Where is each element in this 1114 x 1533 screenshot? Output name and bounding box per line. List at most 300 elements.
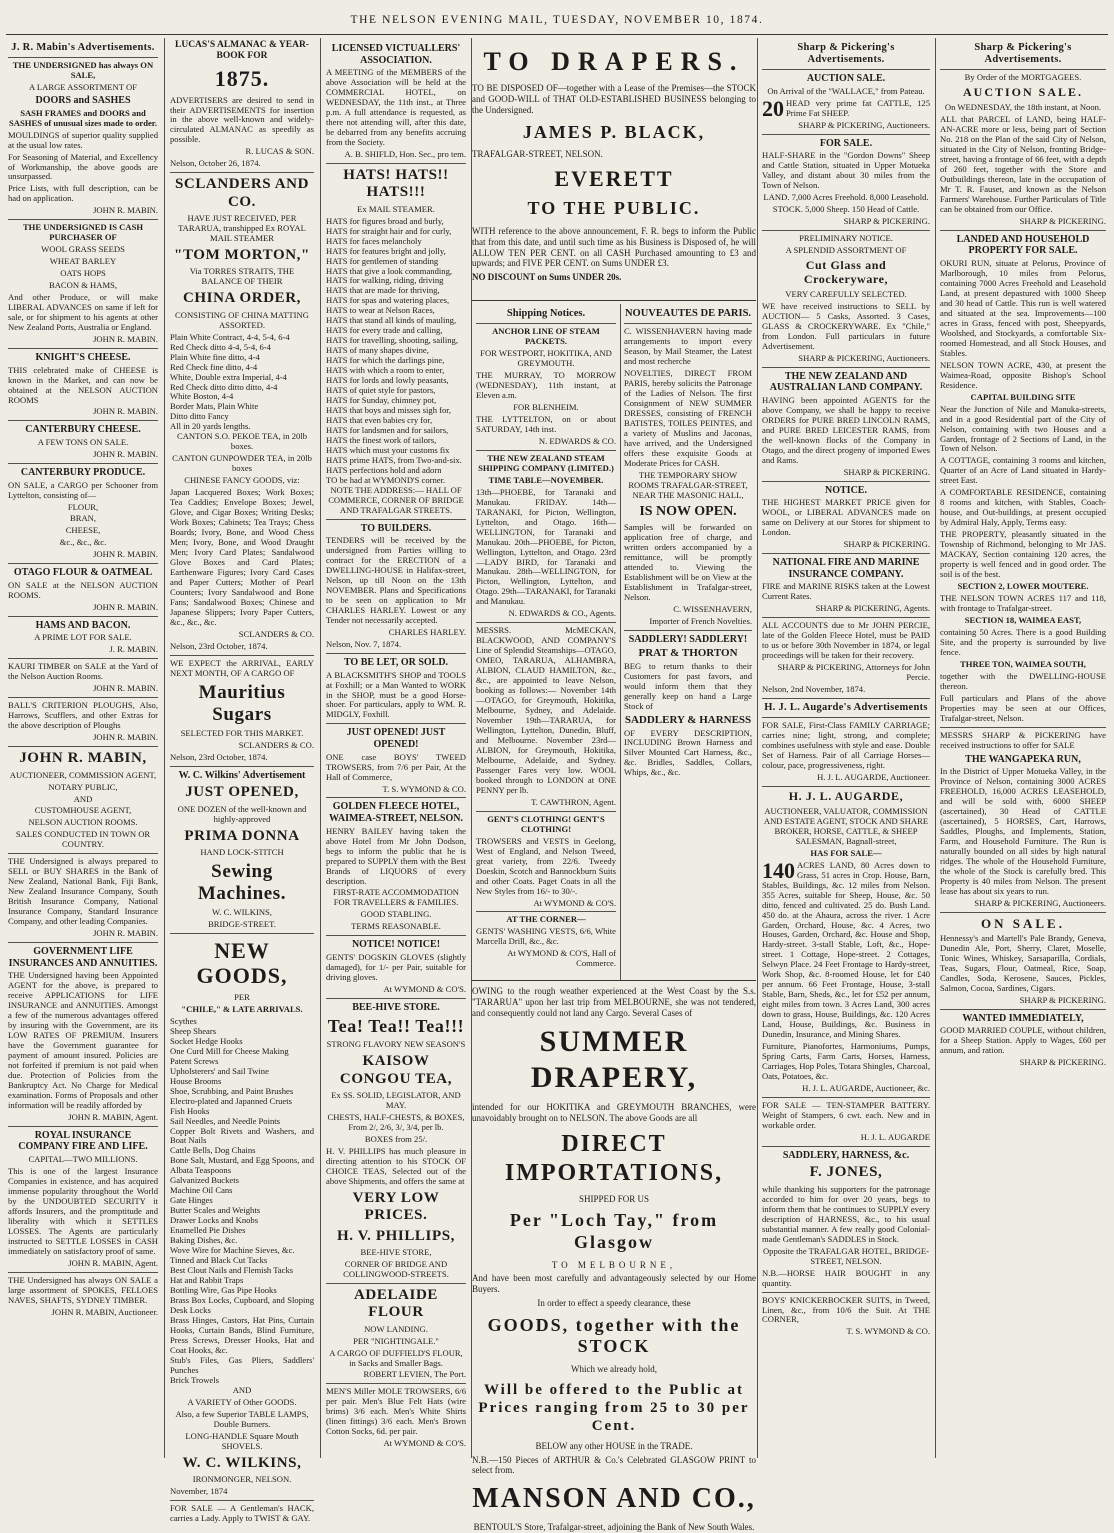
ad-line: NELSON AUCTION ROOMS. [28, 817, 138, 828]
divider [326, 723, 466, 724]
divider [762, 1097, 930, 1098]
list-item: Enamelled Pie Dishes [170, 1225, 246, 1236]
list-item: Plain White Contract, 4-4, 5-4, 6-4 [170, 331, 290, 342]
divider [762, 481, 930, 482]
ad-subtitle: HAND LOCK-STITCH [200, 846, 284, 857]
ad-text: A FEW TONS ON SALE. [37, 437, 129, 448]
ad-line: Ex SS. SOLID, LEGISLATOR, AND MAY. [331, 1090, 461, 1110]
ad-line: AND [232, 1384, 252, 1395]
list-item: HATS prime HATS, from Two-and-six. [326, 454, 462, 465]
list-item: TO be had at WYMOND'S corner. [326, 474, 446, 485]
item-list [326, 217, 466, 486]
list-item: Stub's Files, Gas Pliers, Saddlers' Punches [170, 1354, 314, 1375]
ad-text: H. V. PHILLIPS has much pleasure in directing attention to his STOCK OF CHOICE TEAS, Selected out of the above Shipments, and offers the same at [326, 1145, 466, 1186]
ad-text: TROWSERS and VESTS in Geelong, West of England, and Nelson Tweed, great variety, from 22/6. Tweedy Doeskin, Scotch and Bannockburn Suits and other Coats. Paget Coats in all the New Styles from 16/- to 30/-. [476, 835, 616, 896]
list-item: HATS for lords and lowly peasants, [326, 375, 449, 386]
list-item: Sail Needles, and Needle Points [170, 1115, 281, 1126]
ad-signature: SHARP & PICKERING. [1019, 1057, 1106, 1068]
ad-text: HALF-SHARE in the "Gordon Downs" Sheep and Cattle Station, situated in Upper Motueka Valley, and distant about 30 miles from the Town of Nelson. [762, 150, 930, 191]
ad-street: TRAFALGAR-STREET, NELSON. [472, 149, 603, 160]
ad-text: FOR SALE — A Gentleman's HACK, carries a Lady. Apply to TWIST & GAY. [170, 1502, 314, 1523]
ad-text: ALL that PARCEL of LAND, being HALF-AN-ACRE more or less, being part of Section No. 218 on the Plan of the said City of Nelson, situated in the City of Nelson, fronting Bridge-street, having a frontage of 66 feet, with a depth of 260 feet, together with the Store and Outbuildings thereon, late in the occupation of Mr T. R. Fauset, and known as the Nelson Farmers' Warehouse. Further Particulars of Title can be obtained from our Office. [940, 114, 1106, 214]
divider [940, 230, 1106, 231]
ad-text: GOOD MARRIED COUPLE, without children, for a Sheep Station. Apply to Wages, £60 per annum, and ration. [940, 1025, 1106, 1056]
ad-headline: IS NOW OPEN. [639, 503, 737, 519]
divider [326, 797, 466, 798]
ad-subtitle: Ex MAIL STEAMER. [357, 203, 435, 214]
divider [762, 698, 930, 699]
column-rule [320, 38, 321, 1458]
ad-line: AUCTIONEER, COMMISSION AGENT, [9, 769, 157, 780]
item-list [170, 333, 314, 433]
ad-headline: HATS! HATS!! HATS!!! [343, 166, 449, 201]
ad-date: Nelson, 23rd October, 1874. [170, 640, 268, 651]
ad-line: CUSTOMHOUSE AGENT, [34, 805, 132, 816]
divider [8, 463, 158, 464]
divider [762, 69, 930, 70]
list-item: HATS which must your customs fix [326, 444, 450, 455]
ad-date: Nelson, October 26, 1874. [170, 158, 261, 169]
ad-text: OKURI RUN, situate at Pelorus, Province of Marlborough, 10 miles from Pelorus, containing 7000 Acres Freehold and Leasehold Land, at present depastured with 1000 Sheep and 30 head of Cattle. This run is well watered and situated at the sea. Improvements—100 acres in Grass, fenced with post, Sheepyards, Woolshed, and Stockyards, a comfortable Six-roomed Homestead, and all Stock Houses, and Stables. [940, 258, 1106, 358]
ad-text: MEN'S Miller MOLE TROWSERS, 6/6 per pair. Men's Blue Felt Hats (wire brims) 3/6 each. Men's White Shirts (linen fittings) 3/6 each. Men's Brown Cotton Socks, 6d. per pair. [326, 1386, 466, 1437]
ad-line: LONG-HANDLE Square Mouth SHOVELS. [185, 1430, 299, 1451]
divider [170, 1500, 314, 1501]
ad-address: THE TEMPORARY SHOW ROOMS TRAFALGAR-STREET, NEAR THE MASONIC HALL, [628, 469, 748, 500]
list-item: Upholsterers' and Sail Twine [170, 1065, 269, 1076]
list-item: HATS for which the darlings pine, [326, 355, 445, 366]
ad-signature: SHARP & PICKERING, Auctioneers. [798, 119, 930, 130]
list-item: Scythes [170, 1015, 197, 1026]
ad-headline: Per "Loch Tay," from Glasgow [509, 1210, 719, 1252]
list-item: HATS for Sunday, chimney pot, [326, 395, 437, 406]
ad-title: ROYAL INSURANCE COMPANY FIRE AND LIFE. [18, 1129, 148, 1153]
ad-line: By Order of the MORTGAGEES. [964, 72, 1082, 83]
ad-signature: JOHN R. MABIN. [93, 928, 158, 939]
list-item: HATS that are made for thriving, [326, 285, 440, 296]
manson-block [472, 986, 756, 1532]
ad-name: JAMES P. BLACK, [522, 121, 706, 142]
ad-signature: SHARP & PICKERING, Auctioneers. [798, 352, 930, 363]
ad-signature: JOHN R. MABIN. [93, 683, 158, 694]
ad-date: Nelson, Nov. 7, 1874. [326, 639, 402, 649]
column-5 [762, 40, 930, 1452]
divider [762, 617, 930, 618]
ad-text: OF EVERY DESCRIPTION, INCLUDING Brown Harness and Silver Mounted Cart Harness, &c., &c. Bridles, Saddles, Collars, Whips, &c., &c. [624, 727, 752, 778]
list-item: Baking Dishes, &c. [170, 1235, 238, 1246]
ad-text: intended for our HOKITIKA and GREYMOUTH BRANCHES, were unavoidably brought on to NELSON. The above Goods are all [472, 1102, 756, 1124]
ad-item: FLOUR, [67, 501, 99, 512]
ad-name: H. J. L. AUGARDE, [788, 788, 904, 803]
ad-text: C. WISSENHAVERN having made arrangements to import every Season, by Mail Steamer, the Latest and most recherche [624, 326, 752, 367]
ad-line: A SPLENDID ASSORTMENT OF [785, 245, 907, 256]
ad-item: &c., &c., &c. [59, 537, 107, 548]
list-item: HATS the finest work of tailors, [326, 434, 437, 445]
column-2 [170, 40, 314, 1523]
column-heading: Sharp & Pickering's Advertisements. [797, 42, 895, 66]
column-6 [940, 40, 1106, 1452]
divider [170, 766, 314, 767]
ad-signature: CHARLES HARLEY. [388, 627, 466, 638]
list-item: Gate Hinges [170, 1195, 213, 1206]
ad-headline: SUMMER DRAPERY, [530, 1025, 698, 1095]
ad-headline: MANSON AND CO., [472, 1483, 756, 1515]
ad-text: FOR SALE — TEN-STAMPER BATTERY. Weight of Stampers, 6 cwt. each. New and in workable order. [762, 1099, 930, 1130]
ad-signature: T. S. WYMOND & CO. [382, 783, 466, 794]
ad-text: ON SALE at the NELSON AUCTION ROOMS. [8, 579, 158, 600]
ad-text: BEG to return thanks to their Customers for past favors, and would inform them that they generally keep on hand a Large Stock of [624, 660, 752, 711]
divider [326, 653, 466, 654]
ad-signature: JOHN R. MABIN. [93, 449, 158, 460]
list-item: HATS that boys and misses sigh for, [326, 405, 451, 416]
ad-text: FIRE and MARINE RISKS taken at the Lowest Current Rates. [762, 581, 930, 602]
divider [326, 163, 466, 164]
ad-headline: VERY LOW PRICES. [352, 1189, 440, 1224]
ad-text: containing 50 Acres. There is a good Building Site, and the property is surrounded by live fence. [940, 626, 1106, 657]
ad-subtitle: AUCTIONEER, VALUATOR, COMMISSION AND ESTATE AGENT, STOCK AND SHARE BROKER, HORSE, CATTLE, & SHEEP SALESMAN, Bagnall-street, [763, 805, 929, 846]
divider [624, 630, 752, 631]
list-item: HATS for landsmen and for sailors, [326, 425, 449, 435]
masthead: THE NELSON EVENING MAIL, TUESDAY, NOVEMBER 10, 1874. [350, 14, 764, 26]
ad-line: OATS HOPS [60, 268, 106, 279]
ad-line: WOOL GRASS SEEDS [41, 244, 125, 255]
ad-title: CAPITAL BUILDING SITE [970, 391, 1076, 402]
list-item: HATS for every trade and calling, [326, 325, 443, 336]
ad-text: THIS celebrated make of CHEESE is known in the Market, and can now be obtained at the NELSON AUCTION ROOMS [8, 364, 158, 405]
ad-title: W. C. Wilkins' Advertisement [178, 769, 306, 781]
ad-title: NOTICE! NOTICE! [351, 939, 441, 951]
divider [762, 230, 930, 231]
ad-signature: JOHN R. MABIN. [93, 549, 158, 560]
ad-signature: JOHN R. MABIN, Auctioneer. [51, 1306, 158, 1317]
divider [326, 519, 466, 520]
list-item: HATS that give a look commanding, [326, 265, 453, 276]
list-item: Butter Scales and Weights [170, 1205, 261, 1216]
divider [8, 942, 158, 943]
list-item: HATS for figures broad and burly, [326, 215, 444, 226]
ad-signature: JOHN R. MABIN. [93, 601, 158, 612]
ad-signature: JOHN R. MABIN. [93, 732, 158, 743]
ad-headline: Sewing Machines. [197, 860, 287, 904]
ad-title: GOVERNMENT LIFE INSURANCES AND ANNUITIES. [8, 946, 158, 969]
list-item: HATS for travelling, shooting, sailing, [326, 335, 458, 346]
ad-name: JOHN R. MABIN, [19, 750, 147, 767]
column-rule [620, 304, 621, 980]
item-list [170, 1017, 314, 1386]
ad-text: THE Undersigned has always ON SALE a large assortment of SPOKES, FELLOES NAVES, SHAFTS, SYDNEY TIMBER. [8, 1274, 158, 1305]
ad-title: TO BUILDERS. [360, 522, 432, 534]
ad-text: MESSRS SHARP & PICKERING have received instructions to offer for SALE [940, 729, 1106, 750]
ad-text: Furniture, Pianofortes, Harmoniums, Pumps, Spring Carts, Farm Carts, Horses, Harness, Carriages, Hop Poles, Totara Shingles, Charcoal, Oats, Potatoes, &c. [762, 1041, 930, 1082]
ad-line: BELOW any other HOUSE in the TRADE. [535, 1440, 693, 1451]
ad-title: THE NEW ZEALAND AND AUSTRALIAN LAND COMPANY. [769, 370, 923, 394]
ad-title: THE NEW ZEALAND STEAM SHIPPING COMPANY (LIMITED.) [478, 452, 614, 473]
ad-signature: Importer of French Novelties. [649, 615, 752, 626]
ad-line: Price Lists, with full description, can be had on application. [8, 183, 158, 204]
ad-signature: JOHN R. MABIN. [93, 334, 158, 345]
ad-line: LAND. 7,000 Acres Freehold. 8,000 Leasehold. [763, 192, 929, 203]
list-item: HATS to wear at Nelson Races, [326, 305, 435, 316]
divider [8, 746, 158, 747]
list-item: Machine Oil Cans [170, 1185, 233, 1196]
list-item: Hat and Rabbit Traps [170, 1275, 244, 1286]
list-item: White Boston, 4-4 [170, 391, 234, 402]
ad-headline: Tea! Tea!! Tea!!! [327, 1016, 465, 1037]
ad-line: SALES CONDUCTED IN TOWN OR COUNTRY. [15, 829, 151, 850]
ad-signature: At WYMOND & CO'S. [383, 983, 466, 994]
ad-text: In the District of Upper Motueka Valley, in the Province of Nelson, containing 3000 ACRES FREEHOLD, 16,000 ACRES LEASEHOLD, and will be sold with, 6000 SHEEP (ascertained), 30 Head of CATTLE (ascertained), 5 HORSES, Cart, Harrows, Saddles, Ploughs, and Implements, Station, Farm, and Household Furniture. The Run is naturally bounded on all sides by high natural ridges. The whole of the Household Furniture, the whole of the Stock is carefully bred. This Property is 40 miles from Nelson. The present lease has about six years to run. [940, 766, 1106, 896]
divider [762, 717, 930, 718]
ad-line: AND [73, 793, 93, 804]
ad-signature: SHARP & PICKERING, Auctioneers. [974, 897, 1106, 908]
list-item: HATS for walking, riding, driving [326, 275, 444, 286]
divider [624, 323, 752, 324]
ad-signature: SHARP & PICKERING. [1019, 215, 1106, 226]
column-rule [757, 38, 758, 1458]
ad-headline: TO THE PUBLIC. [527, 198, 701, 219]
list-item: House Brooms [170, 1075, 222, 1086]
ad-text: MESSRS. McMECKAN, BLACKWOOD, AND COMPANY'S Line of Splendid Steamships—OTAGO, OMEO, TARARUA, ALHAMBRA, ALBION, CLAUD HAMILTON, &c., &c., are appointed to leave Nelson, booking as follows:— November 14th—OTAGO, for Greymouth, Hokitika, Melbourne, Sydney, and Adelaide. November 19th—TARARUA, for Wellington, Lyttelton, Dunedin, Bluff, and Melbourne. November 23rd—ALBION, for Greymouth, Hokitika, Melbourne, Adelaide, and Sydney. Passenger Fares very low. WOOL booked through to LONDON at ONE PENNY per lb. [476, 625, 616, 795]
list-item: Red Check ditto ditto ditto, 4-4 [170, 381, 278, 392]
ad-signature: W. C. WILKINS, [182, 1454, 302, 1471]
ad-name: F. JONES, [809, 1164, 883, 1181]
divider [170, 655, 314, 656]
ad-line: CANTON S.O. PEKOE TEA, in 20lb boxes. [176, 431, 308, 452]
ad-date: Nelson, 23rd October, 1874. [170, 751, 268, 762]
ad-line: FOR BLENHEIM. [513, 401, 579, 412]
ad-line: DOORS and SASHES [35, 95, 131, 107]
ad-title: THE UNDERSIGNED IS CASH PURCHASER OF [22, 222, 144, 243]
ad-text: THE HIGHEST MARKET PRICE given for WOOL, or LIBERAL ADVANCES made on same on Delivery at our Stores for shipment to London. [762, 497, 930, 538]
ad-address: NOTE THE ADDRESS:— HALL OF COMMERCE, CORNER OF BRIDGE AND TRAFALGAR STREETS. [328, 484, 464, 515]
nouveautes-column [624, 306, 752, 978]
divider [762, 367, 930, 368]
ad-headline: KAISOW CONGOU TEA, [339, 1053, 453, 1087]
ad-signature: H. J. L. AUGARDE [860, 1131, 930, 1142]
list-item: Fish Hooks [170, 1105, 210, 1116]
ad-line: HAS FOR SALE— [810, 847, 882, 858]
divider [326, 1283, 466, 1284]
list-item: Border Mats, Plain White [170, 401, 259, 412]
ad-title: GOLDEN FLEECE HOTEL, WAIMEA-STREET, NELSON. [328, 801, 463, 825]
ad-signature: H. J. L. AUGARDE, Auctioneer. [817, 771, 930, 782]
ad-line: FOR WESTPORT, HOKITIKA, AND GREYMOUTH. [480, 348, 612, 369]
ad-line: MOULDINGS of superior quality supplied at the usual low rates. [8, 129, 158, 150]
list-item: Best Clout Nails and Flemish Tacks [170, 1265, 294, 1276]
ad-subtitle: Via TORRES STRAITS, THE BALANCE OF THEIR [189, 266, 295, 287]
ad-title: THE UNDERSIGNED has always ON SALE, [12, 60, 154, 81]
ad-line: STRONG FLAVORY NEW SEASON'S [326, 1039, 466, 1050]
divider [326, 935, 466, 936]
ship-name: "TOM MORTON," [174, 247, 310, 264]
divider [170, 933, 314, 934]
ad-line: Also, a few Superior TABLE LAMPS, Double Burners. [175, 1408, 309, 1429]
ad-text: WITH reference to the above announcement, F. R. begs to inform the Public that from this date, and until such time as his Business is Disposed of, he will ALLOW TEN PER CENT. on all CASH Purchased amounting to £3 and upwards; and FIVE PER CENT. on Sums UNDER £3. [472, 225, 756, 269]
ad-number: 20 [762, 95, 784, 121]
list-item: Bottling Wire, Gas Pipe Hooks [170, 1285, 277, 1296]
ad-address: BENTOUL'S Store, Trafalgar-street, adjoining the Bank of New South Wales. [473, 1521, 755, 1532]
ad-signature: C. WISSENHAVERN, [673, 603, 752, 614]
ad-signature: R. LUCAS & SON. [245, 146, 314, 157]
ad-text: THE LYTTELTON, on or about SATURDAY, 14th inst. [476, 413, 616, 434]
ad-headline: Mauritius Sugars [198, 681, 286, 725]
divider [940, 1009, 1106, 1010]
ad-title: PRELIMINARY NOTICE. [799, 233, 893, 244]
masthead-rule [6, 34, 1108, 35]
list-item: White, Double extra Imperial, 4-4 [170, 371, 287, 382]
ad-title: TO BE LET, OR SOLD. [343, 656, 449, 668]
ad-title: JUST OPENED! JUST OPENED! [346, 727, 446, 750]
ad-text: WE have received instructions to SELL by AUCTION— 5 Casks, Assorted. 3 Cases, GLASS & CROCKERYWARE. Ex "Chile," from London. Full particulars in future Advertisement. [762, 300, 930, 351]
list-item: Electro-plated and Japanned Cruets [170, 1095, 292, 1106]
ad-title: SECTION 2, LOWER MOUTERE. [957, 581, 1089, 592]
shipping-column [476, 306, 616, 978]
ad-text: OWING to the rough weather experienced at the West Coast by the S.s. "TARARUA" upon her last trip from MELBOURNE, she was not tendered, and consequently could not land any Cargo. Several Cases of [472, 986, 756, 1018]
ad-line: PER "NIGHTINGALE." [353, 1335, 439, 1346]
ad-title: LICENSED VICTUALLERS' ASSOCIATION. [331, 43, 461, 66]
list-item: HATS of many shapes divine, [326, 345, 429, 356]
ad-title: SCLANDERS AND CO. [174, 176, 310, 210]
column-rule [164, 38, 165, 1458]
ad-headline: JUST OPENED, [185, 784, 299, 801]
divider [476, 911, 616, 912]
ad-text: Full particulars and Plans of the above Properties may be seen at our Offices, Trafalgar-street, Nelson. [940, 692, 1106, 723]
ad-title: WANTED IMMEDIATELY, [962, 1012, 1084, 1024]
list-item: Socket Hedge Hooks [170, 1035, 243, 1046]
ad-line: On WEDNESDAY, the 18th instant, at Noon. [944, 102, 1102, 113]
ad-title: SADDLERY, HARNESS, &c. [782, 1149, 910, 1161]
ad-title: BEE-HIVE STORE. [352, 1001, 440, 1013]
ad-date: November, 1874 [170, 1485, 228, 1496]
ad-title: AUCTION SALE. [806, 73, 886, 85]
ad-line: BOXES from 25/. [364, 1133, 428, 1144]
ad-title: THREE TON, WAIMEA SOUTH, [960, 658, 1086, 669]
ad-subtitle: VERY CAREFULLY SELECTED. [785, 288, 907, 299]
ad-title: CANTERBURY PRODUCE. [20, 466, 146, 478]
ad-text: HEAD very prime fat CATTLE, 125 Prime Fat SHEEP. [786, 97, 930, 118]
ad-text: Hennessy's and Martell's Pale Brandy, Geneva, Dunedin Ale, Port, Sherry, Claret, Moselle, Tonic Wines, Whiskey, Sarsaparilla, Cordials, Teas, Sugars, Flour, Oatmeal, Rice, Soap, Candles, Soda, Kerosene, Sauces, Pickles, Salmon, Cocoa, Sardines, Cigars. [940, 932, 1106, 993]
list-item: HATS of quiet style for pastors, [326, 385, 436, 396]
ad-line: BEE-HIVE STORE, [360, 1246, 432, 1257]
section-heading: Shipping Notices. [506, 308, 586, 319]
ad-signature: N. EDWARDS & CO. [538, 435, 616, 446]
ad-item: BRAN, [69, 513, 97, 524]
ad-signature: JOHN R. MABIN, Agent. [68, 1257, 158, 1268]
ad-text: BOYS' KNICKERBOCKER SUITS, in Tweed, Linen, &c., from 10/6 the Suit. At THE CORNER, [762, 1294, 930, 1325]
ad-subtitle: SELECTED FOR THIS MARKET. [180, 727, 304, 738]
ad-text: Samples will be forwarded on application free of charge, and written orders accompanied by a remittance, will be promptly attended to. Viewing the Establishment will be on View at the Establishment in Trafalgar-street, Nelson. [624, 521, 752, 602]
ad-line: For Seasoning of Material, and Excellency of Workmanship, the above goods are unsurpassed. [8, 151, 158, 182]
ad-text: FOR SALE, First-Class FAMILY CARRIAGE; carries nine; light, strong, and complete; combines usefulness with style and ease. Double Set of Harness. Pair of all Carriage Horses—colour, pace, progressiveness, right. [762, 720, 930, 771]
divider [476, 811, 616, 812]
ad-title: LANDED AND HOUSEHOLD PROPERTY FOR SALE. [956, 233, 1090, 257]
ad-line: TERMS REASONABLE. [351, 921, 441, 932]
ad-line: WHEAT BARLEY [49, 256, 117, 267]
section-heading: NOUVEAUTES DE PARIS. [624, 308, 752, 319]
divider [8, 658, 158, 659]
ad-text: N.B.—HORSE HAIR BOUGHT in any quantity. [762, 1267, 930, 1288]
list-item: One Curd Mill for Cheese Making [170, 1045, 289, 1056]
ad-title: NATIONAL FIRE AND MARINE INSURANCE COMPANY. [772, 557, 920, 580]
ad-text: THE Undersigned is always prepared to SELL or BUY SHARES in the Bank of New Zealand, National Bank, Fiji Bank, New Zealand Insurance Company, South British Insurance Company, National Insurance Company, Standard Insurance Company, and other leading Companies. [8, 856, 158, 927]
ad-line: In order to effect a speedy clearance, these [537, 1297, 691, 1308]
list-item: HATS for faces melancholy [326, 235, 422, 246]
divider [762, 1292, 930, 1293]
ad-title: OTAGO FLOUR & OATMEAL [13, 567, 153, 579]
ad-text: A COTTAGE, containing 3 rooms and kitchen, Quarter of an Acre of Land situated in Hardy-street East. [940, 455, 1106, 486]
ad-text: WE EXPECT the ARRIVAL, EARLY NEXT MONTH, OF A CARGO OF [170, 657, 314, 678]
divider [8, 348, 158, 349]
divider [476, 450, 616, 451]
list-item: Bone Salt, Mustard, and Egg Spoons, and Albata Teaspoons [170, 1155, 314, 1176]
ad-text: NOVELTIES, DIRECT FROM PARIS, hereby solicits the Patronage of the Ladies of Nelson. The first Consignment of NEW SUMMER DRESSES, consisting of FRENCH BATISTES, TOILES PEINTES, and a variety of Muslins and Jaconas, have arrived, and the Undersigned offers these exquisite Goods at Moderate Prices for CASH. [624, 368, 752, 468]
list-item: HATS for gentlemen of standing [326, 255, 439, 266]
ad-line: SASH FRAMES and DOORS and SASHES of unusual sizes made to order. [9, 107, 157, 128]
list-item: Drawer Locks and Knobs [170, 1215, 259, 1226]
ad-headline: DIRECT IMPORTATIONS, [504, 1130, 724, 1186]
divider [762, 786, 930, 787]
ad-signature: H. V. PHILLIPS, [336, 1227, 456, 1244]
ad-text: while thanking his supporters for the patronage accorded to him for over 20 years, begs to inform them that he continues to SUPPLY every description of HARNESS, &c., to his usual substantial manner. A few really good Colonial-made Gentleman's SADDLES in Stock. [762, 1183, 930, 1244]
ad-signature: SHARP & PICKERING, Agents. [815, 603, 930, 614]
ad-signature: SCLANDERS & CO. [238, 628, 314, 639]
list-item: HATS for features bright and jolly, [326, 245, 446, 256]
ad-subtitle: HAVE JUST RECEIVED, PER TARARUA, transhipped Ex ROYAL MAIL STEAMER [178, 213, 306, 244]
column-heading: H. J. L. Augarde's Advertisements [764, 701, 928, 713]
ad-title: KNIGHT'S CHEESE. [35, 352, 131, 364]
divider [940, 912, 1106, 913]
ad-signature: At WYMOND & CO'S. [533, 897, 616, 908]
ad-address: Opposite the TRAFALGAR HOTEL, BRIDGE-STREET, NELSON. [762, 1245, 930, 1266]
ad-text: NELSON TOWN ACRE, 430, at present the Waimea-Road, opposite Bishop's School Residence. [940, 359, 1106, 390]
ad-text: THE NELSON TOWN ACRES 117 and 118, with frontage to Trafalgar-street. [940, 593, 1106, 613]
divider [326, 998, 466, 999]
list-item: HATS for straight hair and for curly, [326, 225, 452, 236]
list-item: HATS for spas and watering places, [326, 295, 450, 306]
list-item: Brick Trowels [170, 1374, 219, 1385]
ad-line: TO MELBOURNE, [551, 1259, 677, 1270]
ad-line: SHIPPED FOR US [578, 1193, 650, 1204]
divider [472, 980, 756, 981]
divider [170, 172, 314, 173]
ad-text: GENTS' WASHING VESTS, 6/6, White Marcella Drill, &c., &c. [476, 926, 616, 947]
ad-signature: ROBERT LEVIEN, The Port. [363, 1369, 466, 1380]
ad-headline: Will be offered to the Public at Prices ranging from 25 to 30 per Cent. [478, 1381, 750, 1434]
ad-name: PRAT & THORTON [638, 647, 738, 660]
divider [326, 1383, 466, 1384]
divider [762, 134, 930, 135]
list-item: Sheep Shears [170, 1025, 217, 1036]
ad-title: FOR SALE. [819, 137, 873, 149]
list-item: Plain White fine ditto, 4-4 [170, 351, 260, 362]
ad-text: This is one of the largest Insurance Companies in existence, and has acquired immense popularity throughout the World by the UNDOUBTED SECURITY it affords Insurers, and the promptitude and liberality with which it SETTLES LOSSES. The Agents are particularly instructed to SETTLE LOSSES in CASH immediately on satisfactory proof of same. [8, 1165, 158, 1256]
ad-text: BALL'S CRITERION PLOUGHS, Also, Harrows, Scufflers, and other Extras for the above description of Ploughs [8, 700, 158, 731]
ad-title: CANTERBURY CHEESE. [25, 424, 141, 436]
ad-signature: At WYMOND & CO'S. [383, 1438, 466, 1449]
column-rule [935, 38, 936, 1458]
ad-headline: ADELAIDE FLOUR [354, 1286, 438, 1321]
ad-headline: NEW GOODS, [196, 937, 288, 989]
divider [8, 616, 158, 617]
divider [940, 69, 1106, 70]
column-3 [326, 40, 466, 1452]
ad-text: ALL ACCOUNTS due to Mr JOHN PERCIE, late of the Golden Fleece Hotel, must be PAID to us or before 30th November in 1874, or legal proceedings will be taken for their recovery. [762, 620, 930, 661]
ad-signature: SHARP & PICKERING. [1019, 994, 1106, 1005]
list-item: Brass Hinges, Castors, Hat Pins, Curtain Hooks, Curtain Bands, Blind Furniture, Press Screws, Dresser Hooks, Hat and Coat Hooks, &c. [170, 1314, 314, 1355]
ad-line: NO DISCOUNT on Sums UNDER 20s. [472, 272, 622, 283]
ad-signature: At WYMOND & CO'S, Hall of Commerce. [507, 948, 616, 969]
divider [8, 219, 158, 220]
drapers-block [472, 40, 756, 300]
